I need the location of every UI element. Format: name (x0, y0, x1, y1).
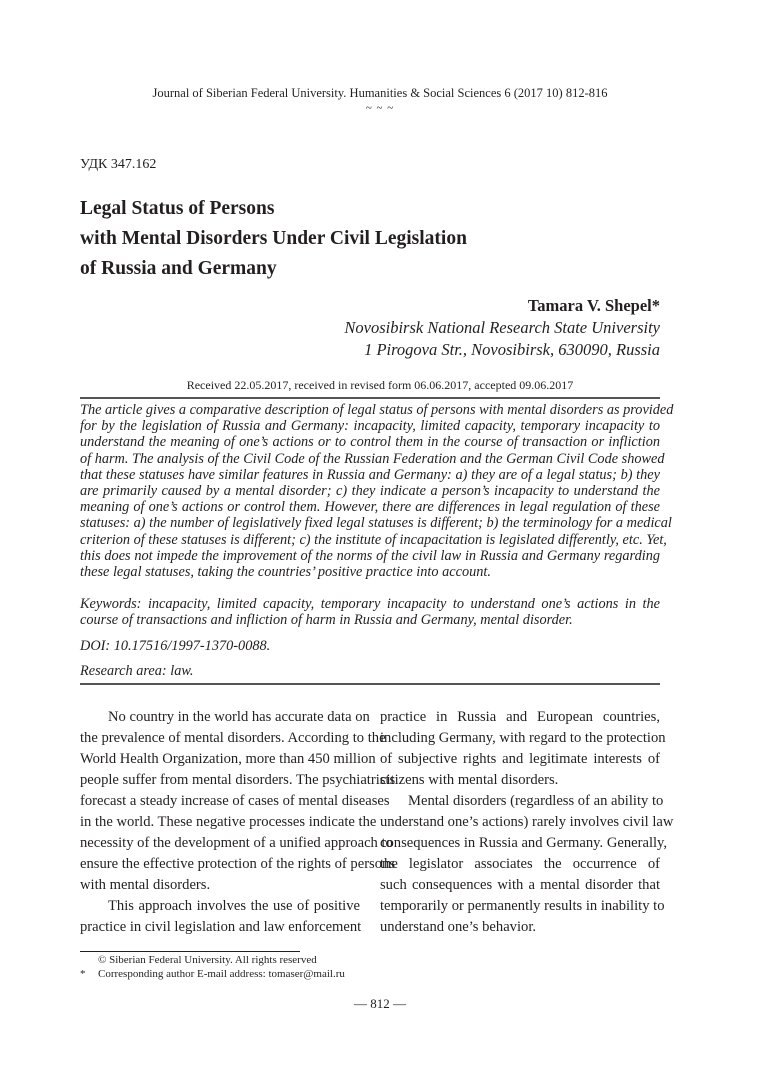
paragraph (80, 707, 396, 896)
paragraph (380, 791, 674, 938)
text-line: necessity of the development of a unified approach to (80, 835, 393, 851)
text-line: that these statuses have similar features in Russia and Germany: a) they are of a legal status; b) they (80, 466, 660, 483)
text-line: Keywords: incapacity, limited capacity, temporary incapacity to understand one’s actions in the (80, 596, 660, 612)
text-line: people suffer from mental disorders. The psychiatrists (80, 772, 396, 788)
text-line: understand one’s actions) rarely involves civil law (380, 814, 674, 830)
title-line: Legal Status of Persons (80, 198, 275, 219)
article-title (80, 194, 467, 284)
header-ornament: ~ ~ ~ (365, 102, 395, 114)
paragraph (380, 707, 666, 791)
text-line: such consequences with a mental disorder that (380, 877, 660, 893)
text-line: criterion of these statuses is different; c) the institute of incapacitation is legislated differently, etc. Yet, (80, 531, 667, 548)
divider (80, 683, 660, 685)
text-line: including Germany, with regard to the protection (380, 730, 666, 746)
footnote-marker: * (80, 968, 86, 980)
text-line: World Health Organization, more than 450 million (80, 751, 376, 767)
text-line: this does not impede the improvement of the norms of the civil law in Russia and Germany regarding (80, 547, 660, 564)
text-line: practice in civil legislation and law enforcement (80, 919, 362, 935)
doi: DOI: 10.17516/1997-1370-0088. (80, 638, 271, 654)
author-name: Tamara V. Shepel* (527, 296, 660, 315)
research-area: Research area: law. (80, 663, 194, 679)
title-line: of Russia and Germany (80, 258, 277, 279)
udk-code: УДК 347.162 (80, 157, 157, 172)
text-line: ensure the effective protection of the rights of persons (80, 856, 396, 872)
body-left-column (80, 707, 396, 938)
footnote-copyright: © Siberian Federal University. All rights reserved (98, 954, 317, 966)
author-affiliation (344, 317, 660, 361)
text-line: of harm. The analysis of the Civil Code of the Russian Federation and the German Civil Code showed (80, 450, 665, 467)
text-line: meaning of one’s actions or control them. However, there are differences in legal regulation of these (80, 499, 660, 516)
text-line: with mental disorders. (80, 877, 211, 893)
page-number: — 812 — (354, 996, 406, 1011)
footnote-corresponding: Corresponding author E-mail address: tomaser@mail.ru (98, 968, 345, 980)
text-line: practice in Russia and European countries, (380, 709, 660, 725)
text-line: the prevalence of mental disorders. According to the (80, 730, 386, 746)
text-line: in the world. These negative processes indicate the (80, 814, 377, 830)
text-line: understand one’s behavior. (380, 919, 537, 935)
journal-header: Journal of Siberian Federal University. Humanities & Social Sciences 6 (2017 10) 812-816 (152, 86, 608, 100)
received-dates: Received 22.05.2017, received in revised form 06.06.2017, accepted 09.06.2017 (186, 378, 574, 392)
footnote-rule (80, 951, 300, 952)
text-line: Mental disorders (regardless of an ability to (408, 793, 664, 809)
text-line: temporarily or permanently results in inability to (380, 898, 665, 914)
text-line: citizens with mental disorders. (380, 772, 559, 788)
affiliation-line: 1 Pirogova Str., Novosibirsk, 630090, Russia (364, 340, 660, 359)
body-right-column (380, 707, 674, 938)
text-line: understand the meaning of one’s actions or to control them in the course of transaction or infliction (80, 434, 660, 451)
text-line: the legislator associates the occurrence of (380, 856, 660, 872)
abstract (80, 402, 674, 581)
text-line: for by the legislation of Russia and Germany: incapacity, limited capacity, temporary incapacity to (80, 418, 660, 435)
text-line: consequences in Russia and Germany. Generally, (380, 835, 668, 851)
text-line: forecast a steady increase of cases of mental diseases (80, 793, 390, 809)
text-line: course of transactions and infliction of harm in Russia and Germany, mental disorder. (80, 612, 573, 629)
divider (80, 397, 660, 399)
text-line: This approach involves the use of positive (108, 898, 360, 914)
text-line: are primarily caused by a mental disorder; c) they indicate a person’s incapacity to understand the (80, 483, 660, 500)
text-line: of subjective rights and legitimate interests of (380, 751, 660, 767)
text-line: No country in the world has accurate data on (108, 709, 370, 725)
text-line: these legal statuses, taking the countries’ positive practice into account. (80, 564, 491, 581)
paragraph (80, 896, 360, 938)
text-line: statuses: a) the number of legislatively fixed legal statuses is different; b) the terminology for a medical (80, 515, 672, 532)
affiliation-line: Novosibirsk National Research State University (344, 318, 660, 337)
title-line: with Mental Disorders Under Civil Legislation (80, 228, 467, 249)
keywords (80, 596, 660, 628)
text-line: The article gives a comparative description of legal status of persons with mental disorders as provided (80, 402, 674, 418)
